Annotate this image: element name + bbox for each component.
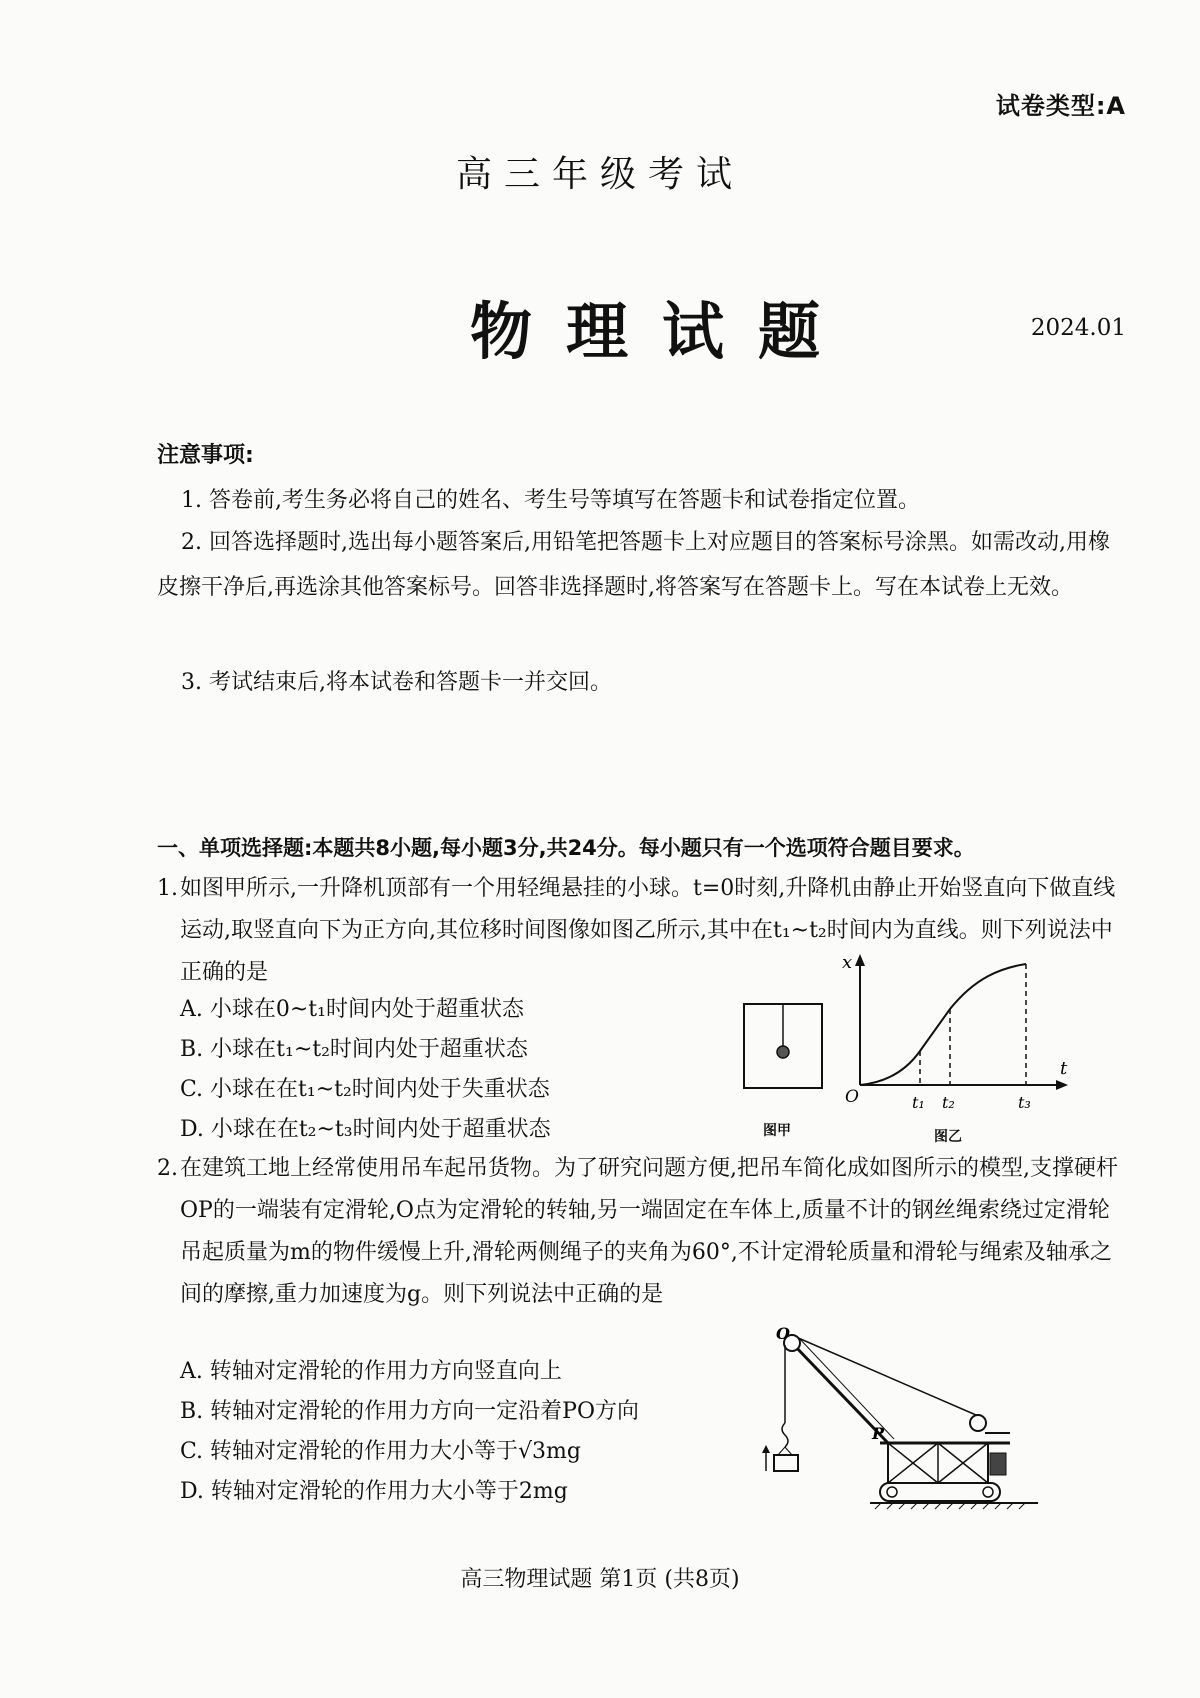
q2-stem: 在建筑工地上经常使用吊车起吊货物。为了研究问题方便,把吊车简化成如图所示的模型,支撑硬杆OP的一端装有定滑轮,O点为定滑轮的转轴,另一端固定在车体上,质量不计的钢丝绳索绕过定滑轮吊起质量为m的物件缓慢上升,滑轮两侧绳子的夹角为60°,不计定滑轮质量和滑轮与绳索及轴承之间的摩擦,重力加速度为g。则下列说法中正确的是 xyxy=(180,1156,1118,1307)
fig-a-caption: 图甲 xyxy=(763,1123,791,1139)
subject-title: 物理试题 xyxy=(470,295,855,368)
graph-t2-label: t₂ xyxy=(942,1093,955,1112)
q2-option-c: C. 转轴对定滑轮的作用力大小等于√3mg xyxy=(180,1439,581,1464)
graph-t1-label: t₁ xyxy=(912,1093,925,1112)
q1-option-c: C. 小球在在t₁~t₂时间内处于失重状态 xyxy=(180,1077,550,1102)
exam-type-label: 试卷类型:A xyxy=(995,92,1126,120)
q2-option-b: B. 转轴对定滑轮的作用力方向一定沿着PO方向 xyxy=(180,1399,639,1424)
notice-item-2: 2. 回答选择题时,选出每小题答案后,用铅笔把答题卡上对应题目的答案标号涂黑。如需改动,用橡皮擦干净后,再选涂其他答案标号。回答非选择题时,将答案写在答题卡上。写在本试卷上无效。 xyxy=(157,530,1110,600)
q2-option-a: A. 转轴对定滑轮的作用力方向竖直向上 xyxy=(180,1359,562,1384)
q2-option-d: D. 转轴对定滑轮的作用力大小等于2mg xyxy=(180,1479,568,1504)
exam-title: 高三年级考试 xyxy=(455,154,744,195)
page-footer: 高三物理试题 第1页 (共8页) xyxy=(460,1567,740,1592)
q1-stem: 如图甲所示,一升降机顶部有一个用轻绳悬挂的小球。t=0时刻,升降机由静止开始竖直向下做直线运动,取竖直向下为正方向,其位移时间图像如图乙所示,其中在t₁~t₂时间内为直线。则下列说法中正确的是 xyxy=(180,876,1116,985)
q2-number: 2. xyxy=(157,1156,178,1181)
notice-item-3: 3. 考试结束后,将本试卷和答题卡一并交回。 xyxy=(181,670,612,695)
fig-b-caption: 图乙 xyxy=(934,1129,962,1145)
notice-heading: 注意事项: xyxy=(157,443,254,468)
crane-figure xyxy=(776,1324,1040,1515)
q1-option-d: D. 小球在在t₂~t₃时间内处于超重状态 xyxy=(180,1117,551,1142)
xt-graph xyxy=(840,950,1075,1115)
crane-o-label: O xyxy=(776,1324,790,1343)
graph-t3-label: t₃ xyxy=(1018,1093,1031,1112)
q1-option-a: A. 小球在0~t₁时间内处于超重状态 xyxy=(180,997,524,1022)
graph-x-label: t xyxy=(1060,1058,1068,1079)
q1-number: 1. xyxy=(157,876,178,901)
section-heading: 一、单项选择题:本题共8小题,每小题3分,共24分。每小题只有一个选项符合题目要求。 xyxy=(157,836,975,860)
crane-p-label: P xyxy=(872,1424,885,1443)
graph-y-label: x xyxy=(842,952,853,973)
exam-date: 2024.01 xyxy=(1030,315,1126,341)
notice-item-1: 1. 答卷前,考生务必将自己的姓名、考生号等填写在答题卡和试卷指定位置。 xyxy=(181,488,920,513)
q1-option-b: B. 小球在t₁~t₂时间内处于超重状态 xyxy=(180,1037,528,1062)
elevator-figure xyxy=(740,1000,830,1095)
graph-origin-label: O xyxy=(845,1087,859,1107)
